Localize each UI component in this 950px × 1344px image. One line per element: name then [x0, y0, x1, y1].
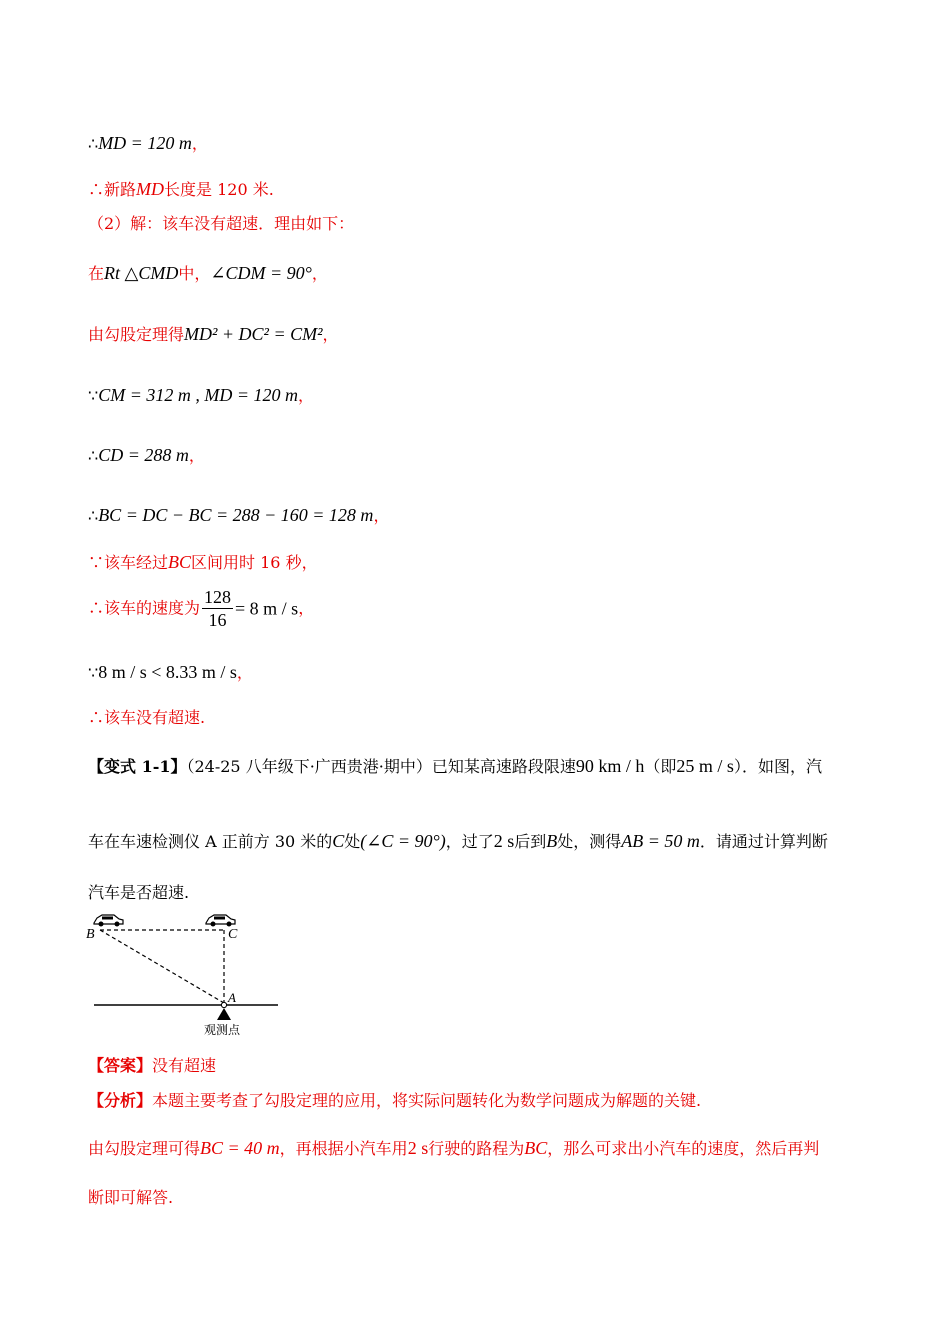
- segment-ba: [100, 930, 224, 1003]
- label-a: A: [228, 990, 236, 1005]
- line-part2-intro: （2）解：该车没有超速．理由如下：: [88, 214, 355, 233]
- label-b: B: [86, 927, 95, 942]
- line-speed: ∴该车的速度为 $\frac{128}{16}$ = 8 m / s，: [88, 587, 315, 630]
- line-md-value: ∴MD = 120 m，: [88, 133, 208, 153]
- problem-line-1: 【变式 1-1】（24-25 八年级下·广西贵港·期中）已知某高速路段限速90 km / h（即25 m / s）．如图，汽: [88, 756, 822, 776]
- speed-detector-figure: [86, 910, 286, 1042]
- problem-line-2: 车在车速检测仪 A 正前方 30 米的C处(∠C = 90°)，过了2 s后到B处，测得AB = 50 m．请通过计算判断: [88, 831, 828, 851]
- answer-line: 【答案】没有超速: [88, 1056, 217, 1075]
- problem-tag: 【变式 1-1】: [88, 757, 187, 776]
- label-observation-point: 观测点: [204, 1023, 241, 1037]
- analysis-line-3: 断即可解答.: [88, 1188, 174, 1207]
- analysis-tag: 【分析】: [88, 1091, 153, 1110]
- speed-fraction: $\frac{128}{16}$: [204, 587, 232, 630]
- car-icon-c: [206, 915, 235, 927]
- line-pythagoras: 由勾股定理得MD² + DC² = CM²，: [88, 324, 339, 344]
- problem-line-3: 汽车是否超速.: [88, 883, 190, 902]
- line-given-values: ∵CM = 312 m , MD = 120 m，: [88, 385, 314, 405]
- analysis-line-2: 由勾股定理可得BC = 40 m，再根据小汽车用2 s行驶的路程为BC，那么可求出小汽车的速度，然后再判: [88, 1138, 820, 1158]
- answer-tag: 【答案】: [88, 1056, 153, 1075]
- point-a: [221, 1002, 226, 1007]
- line-conclusion: ∴该车没有超速.: [88, 708, 206, 727]
- line-cd-value: ∴CD = 288 m，: [88, 445, 205, 465]
- line-new-road-length: ∴新路MD长度是 120 米.: [88, 179, 274, 199]
- label-c: C: [228, 927, 238, 942]
- line-time: ∵该车经过BC区间用时 16 秒，: [88, 552, 318, 572]
- car-icon-b: [94, 915, 123, 927]
- line-rt-triangle: 在Rt △CMD中，∠CDM = 90°，: [88, 263, 328, 283]
- line-comparison: ∵8 m / s < 8.33 m / s，: [88, 662, 253, 682]
- observation-point-icon: [217, 1008, 231, 1020]
- analysis-line-1: 【分析】本题主要考查了勾股定理的应用，将实际问题转化为数学问题成为解题的关键.: [88, 1091, 702, 1110]
- line-bc-value: ∴BC = DC − BC = 288 − 160 = 128 m，: [88, 505, 390, 525]
